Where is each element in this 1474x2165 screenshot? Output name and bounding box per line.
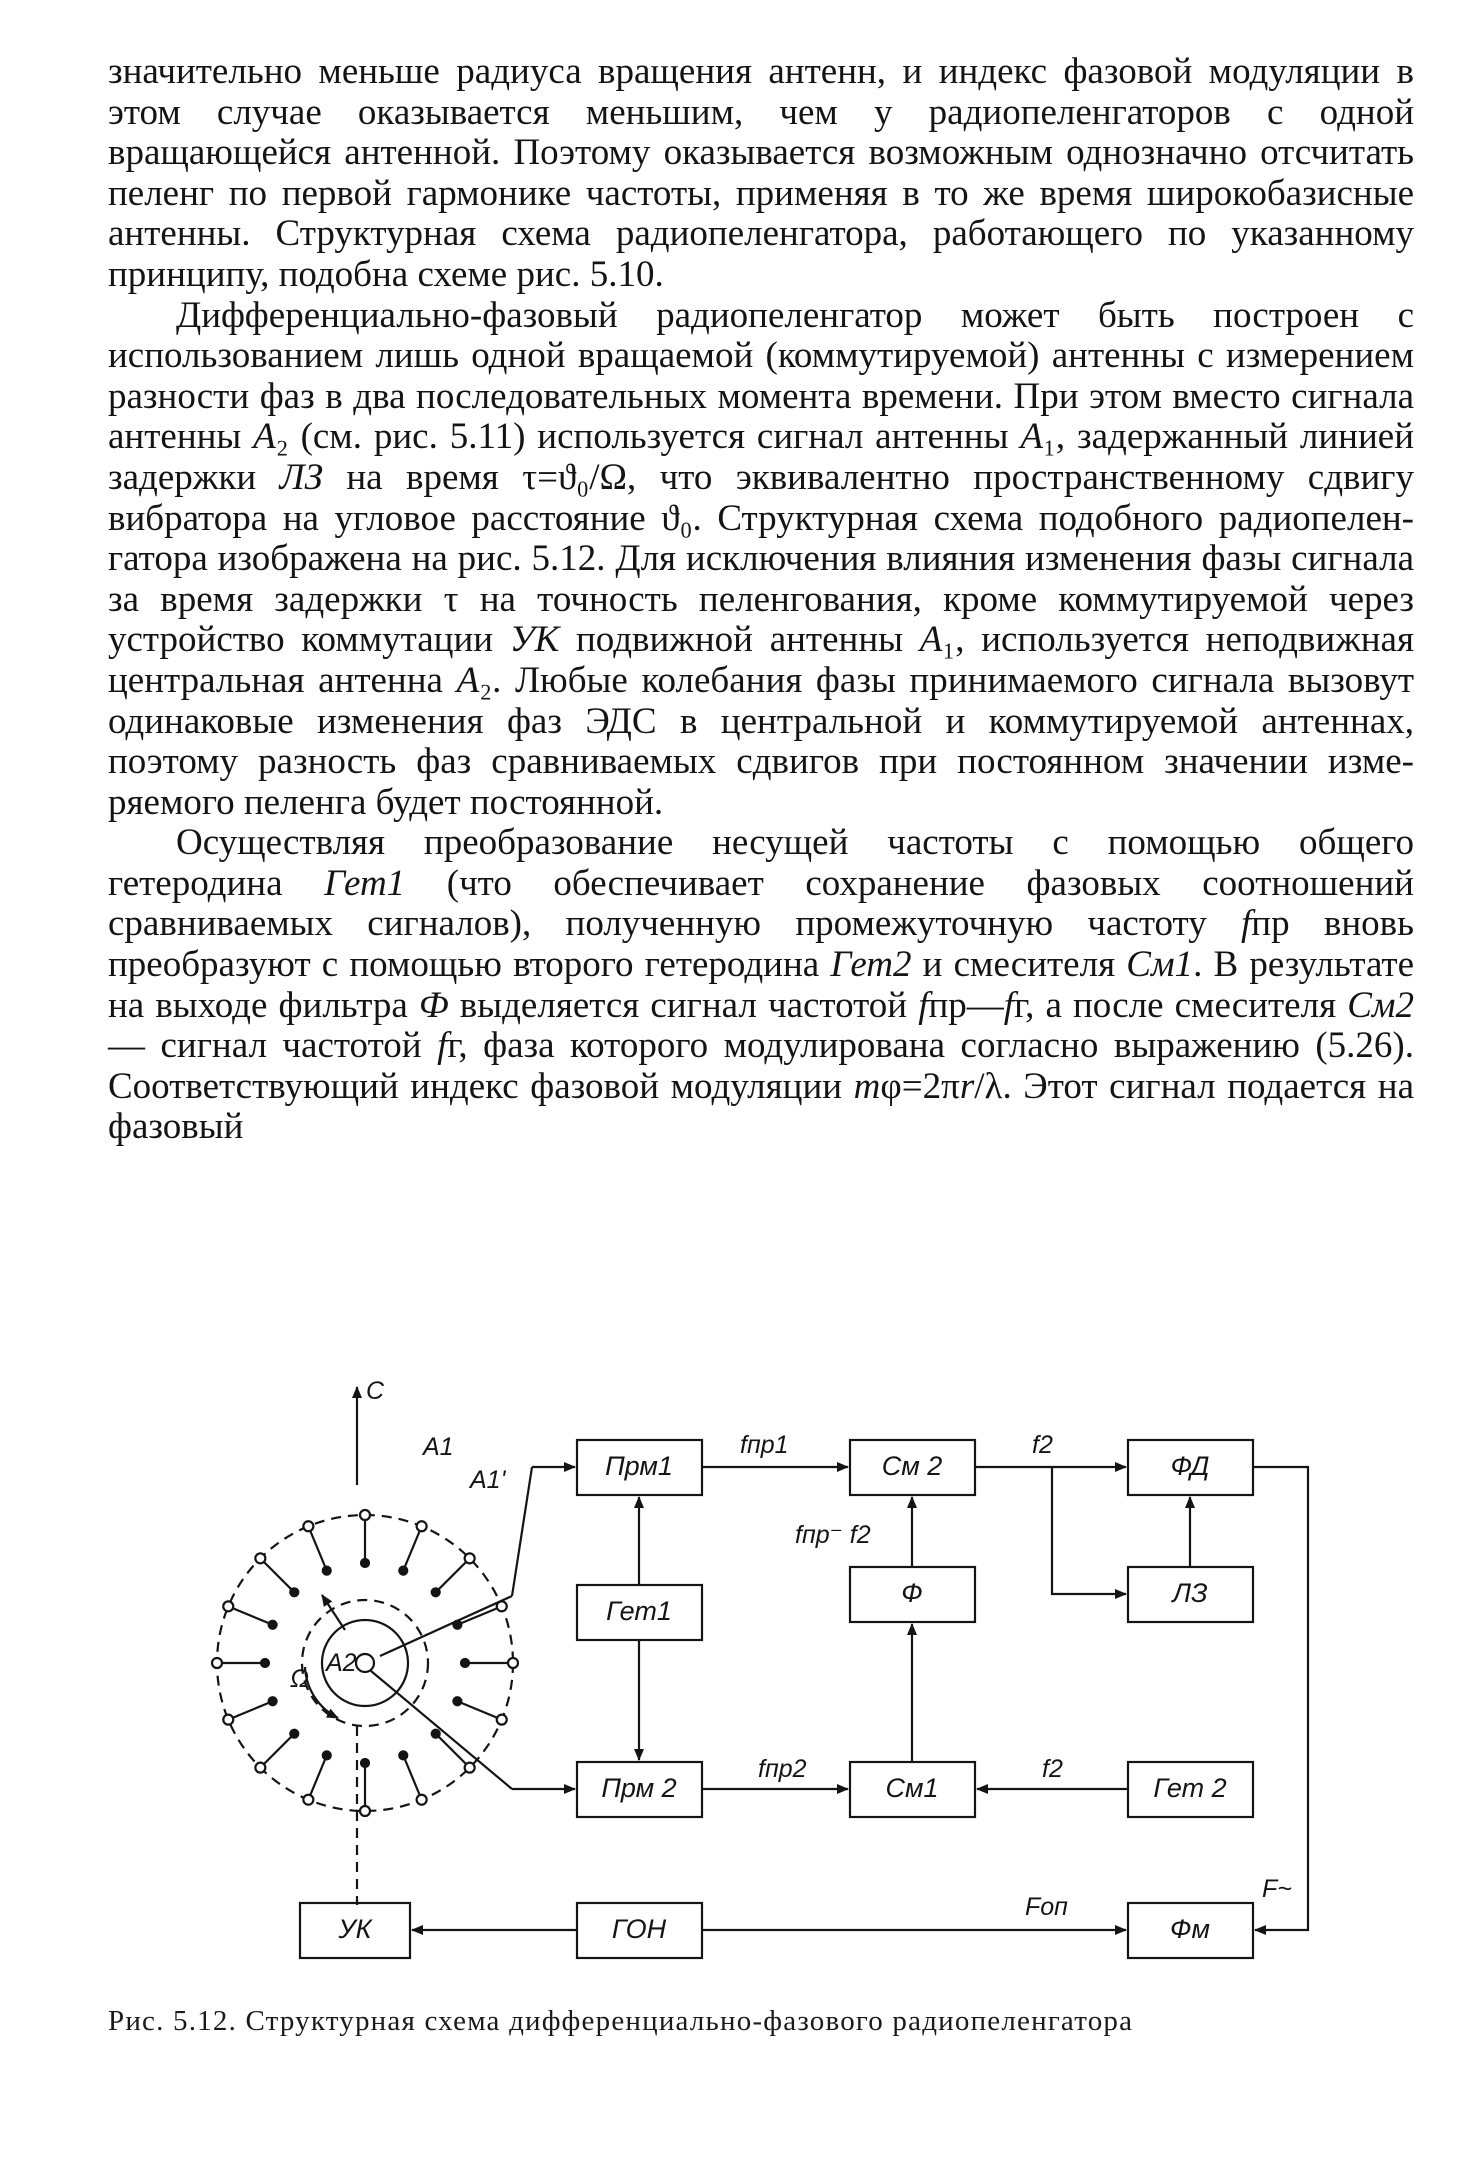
label-f2-bottom: f2: [1042, 1755, 1063, 1783]
antenna-element-contact: [261, 1659, 269, 1667]
italic-term: A: [919, 619, 943, 661]
text-run: Дифференциально-фазовый радиопеленгатор может быть построен с использованием лишь одной вращаемой (коммутируемой) антенны с измерением разности фаз в два последовательных момента времени. При этом вместо сигнала антенны: [108, 294, 1414, 458]
antenna-element: [255, 1763, 265, 1773]
text-run: выделяется сигнал частотой: [448, 984, 919, 1026]
antenna-element: [303, 1795, 313, 1805]
label-a1-prime: A1': [470, 1466, 506, 1494]
antenna-element: [508, 1658, 518, 1668]
antenna-element-contact: [432, 1588, 440, 1596]
label-fm: Фм: [1170, 1914, 1210, 1945]
label-lz: ЛЗ: [1172, 1578, 1208, 1609]
paragraph-3: [108, 823, 1414, 1148]
text-run: пр вновь преобразуют с помощью второго гетеродина: [108, 903, 1414, 986]
italic-term: См1: [1126, 944, 1194, 986]
label-north: С: [366, 1377, 385, 1405]
label-gen2: Гет 2: [1153, 1773, 1227, 1804]
label-a1: A1: [423, 1433, 454, 1461]
label-f-tilde: F~: [1262, 1875, 1292, 1903]
italic-term: r: [959, 1065, 975, 1107]
text-run: — сигнал частотой: [108, 1025, 438, 1067]
italic-term: Гет1: [324, 862, 406, 904]
text-run: и смесителя: [911, 944, 1127, 986]
italic-term: A: [456, 659, 480, 701]
antenna-element-contact: [290, 1588, 298, 1596]
label-fpr-minus-f2: fпр⁻ f2: [795, 1521, 871, 1549]
antenna-element-contact: [361, 1559, 369, 1567]
antenna-element-contact: [399, 1751, 407, 1759]
label-fpr1: fпр1: [740, 1431, 789, 1459]
antenna-element-contact: [453, 1697, 461, 1705]
label-f2-top: f2: [1032, 1431, 1053, 1459]
antenna-element-feed: [228, 1606, 272, 1624]
label-sm1: См1: [885, 1773, 939, 1804]
antenna-element-feed: [308, 1526, 326, 1570]
text-run: пр—: [928, 984, 1004, 1026]
antenna-array: [212, 1387, 575, 1905]
antenna-element: [212, 1658, 222, 1668]
antenna-element-contact: [323, 1567, 331, 1575]
italic-term: A: [1020, 416, 1043, 458]
label-prm1: Прм1: [605, 1451, 673, 1482]
antenna-element: [255, 1553, 265, 1563]
feed-line-a1-up: [512, 1467, 532, 1596]
commutated-antenna-elements: [212, 1510, 518, 1816]
italic-term: A: [253, 416, 276, 458]
antenna-element-feed: [308, 1755, 326, 1799]
paragraph-1: [108, 52, 1414, 296]
label-uk: УК: [338, 1914, 372, 1945]
label-gon: ГОН: [611, 1914, 667, 1945]
body-text: [108, 52, 1414, 1148]
antenna-element-contact: [323, 1751, 331, 1759]
text-run: ₁, используется неподвижная центральная антенна: [108, 619, 1415, 701]
text-run: /λ. Этот сигнал подается на фазовый: [108, 1065, 1414, 1148]
text-run: (что обеспечивает сохранение фазовых соотношений сравниваемых сигналов), полученную промежуточную частоту: [108, 862, 1414, 945]
antenna-element: [223, 1601, 233, 1611]
label-fop: Fоп: [1025, 1893, 1068, 1921]
text-run: значительно меньше радиуса вращения антенн, и индекс фазовой модуляции в этом случае оказывается меньшим, чем у радиопеленгаторов с одной вращающейся антенной. Поэтому оказывается возможным однозначно отсчитать пеленг по первой гармонике частоты, применяя в то же время широкобазисные антенны. Структурная схема радиопеленгатора, работающего по указанному принципу, подобна схеме рис. 5.10.: [108, 51, 1414, 295]
text-run: на время τ=ϑ₀/Ω, что эквивалентно пространственному сдвигу вибратора на угловое расстояние ϑ₀. Структурная схема подобного радиопеленгатора изображена на рис. 5.12. Для исключения влияния изменения фазы сигнала за время задержки τ на точность пеленгования, кроме коммутируемой через устройство коммутации: [108, 456, 1414, 661]
label-a2: A2: [326, 1649, 357, 1677]
label-prm2: Прм 2: [601, 1773, 677, 1804]
italic-term: f: [918, 984, 929, 1026]
label-sm2: См 2: [881, 1451, 943, 1482]
antenna-element: [497, 1715, 507, 1725]
antenna-element-contact: [290, 1730, 298, 1738]
italic-term: См2: [1347, 984, 1414, 1026]
antenna-element-feed: [457, 1606, 501, 1624]
central-antenna-a2: [356, 1654, 374, 1672]
antenna-element: [417, 1795, 427, 1805]
italic-term: Ф: [418, 984, 449, 1026]
feed-line-a2: [371, 1671, 512, 1789]
antenna-element-feed: [457, 1701, 501, 1719]
text-run: г, а после смесителя: [1014, 984, 1348, 1026]
italic-term: Гет2: [830, 944, 912, 986]
antenna-element-feed: [403, 1526, 421, 1570]
text-run: г, фаза которого модулирована согласно выражению (5.26). Соответствующий индекс фазовой модуляции: [108, 1025, 1415, 1107]
block-diagram: [0, 1375, 1474, 2015]
feed-line-a1: [380, 1596, 512, 1656]
antenna-element-contact: [269, 1621, 277, 1629]
antenna-element: [303, 1521, 313, 1531]
italic-term: f: [1003, 984, 1015, 1026]
antenna-element: [417, 1521, 427, 1531]
paragraph-2: [108, 296, 1414, 824]
antenna-element: [465, 1553, 475, 1563]
italic-term: ЛЗ: [279, 456, 323, 498]
italic-term: УК: [509, 619, 560, 661]
antenna-element-contact: [461, 1659, 469, 1667]
label-gen1: Гет1: [606, 1596, 672, 1627]
text-run: φ=2π: [880, 1065, 960, 1107]
label-filter: Ф: [901, 1578, 923, 1609]
antenna-element: [360, 1510, 370, 1520]
antenna-element-contact: [361, 1759, 369, 1767]
antenna-element-feed: [260, 1734, 294, 1768]
figure-caption: Рис. 5.12. Структурная схема дифференциально-фазового радиопеленгатора: [108, 2005, 1134, 2037]
text-run: . В результате на выходе фильтра: [108, 944, 1415, 1026]
text-run: подвижной антенны: [559, 619, 920, 661]
antenna-element-feed: [228, 1701, 272, 1719]
italic-term: f: [437, 1025, 448, 1067]
antenna-element-feed: [260, 1558, 294, 1592]
italic-term: m: [853, 1065, 881, 1107]
antenna-element-contact: [432, 1730, 440, 1738]
label-omega: Ω: [290, 1665, 310, 1693]
text-run: ₂ (см. рис. 5.11) используется сигнал антенны: [275, 416, 1021, 458]
italic-term: f: [1241, 903, 1252, 945]
rotation-indicator: [322, 1595, 345, 1630]
arrow-fd-to-fm: [1253, 1467, 1308, 1930]
text-run: ₂. Любые колебания фазы принимаемого сигнала вызовут одинаковые изменения фаз ЭДС в центральной и коммутируемой антеннах, поэтому разность фаз сравниваемых сдвигов при постоянном значении измеряемого пеленга будет постоянной.: [108, 659, 1415, 823]
text-run: ₁, задержанный линией задержки: [108, 416, 1415, 498]
antenna-element-feed: [403, 1755, 421, 1799]
antenna-element-contact: [269, 1697, 277, 1705]
text-run: Осуществляя преобразование несущей частоты с помощью общего гетеродина: [108, 822, 1414, 904]
antenna-element: [223, 1715, 233, 1725]
antenna-element-contact: [399, 1567, 407, 1575]
arrow-sm2-to-lz: [1052, 1467, 1126, 1594]
figure-5-12: [0, 1375, 1474, 2015]
antenna-element: [465, 1763, 475, 1773]
antenna-element: [360, 1806, 370, 1816]
label-fpr2: fпр2: [758, 1755, 807, 1783]
label-fd: ФД: [1170, 1451, 1210, 1482]
antenna-element-feed: [436, 1558, 470, 1592]
